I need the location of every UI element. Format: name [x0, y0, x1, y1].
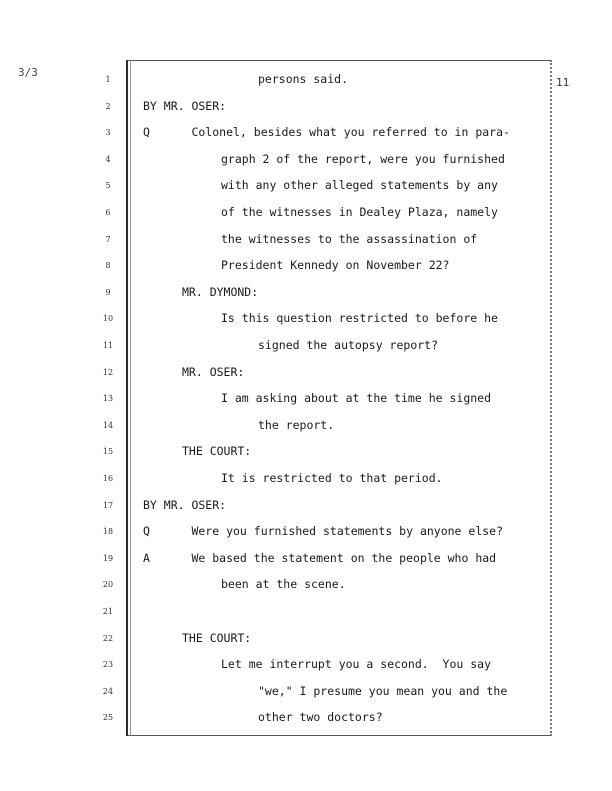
transcript-line: signed the autopsy report?: [258, 338, 439, 352]
transcript-line: persons said.: [258, 72, 349, 86]
line-number: 19: [102, 553, 114, 563]
line-number: 6: [105, 208, 111, 217]
line-number: 4: [105, 154, 111, 164]
line-number: 1: [105, 75, 111, 84]
line-number: 2: [105, 101, 111, 111]
line-number: 8: [105, 261, 111, 271]
line-number: 24: [102, 686, 114, 696]
transcript-line: been at the scene.: [221, 577, 346, 592]
transcript-line: other two doctors?: [258, 710, 383, 725]
line-number: 10: [102, 314, 114, 324]
line-number: 13: [102, 394, 114, 404]
right-margin-rule: [550, 60, 552, 736]
line-number: 15: [102, 447, 114, 457]
line-number: 14: [102, 420, 114, 430]
transcript-line: with any other alleged statements by any: [221, 178, 498, 193]
transcript-line: It is restricted to that period.: [221, 471, 443, 485]
page-number: 11: [556, 76, 570, 89]
transcript-line: graph 2 of the report, were you furnished: [221, 151, 505, 166]
transcript-line: Is this question restricted to before he: [221, 311, 498, 326]
transcript-line: BY MR. OSER:: [143, 98, 227, 113]
left-margin-rule: [130, 60, 131, 736]
transcript-line: THE COURT:: [182, 444, 252, 459]
line-number: 20: [102, 580, 114, 590]
transcript-line: the witnesses to the assassination of: [221, 231, 478, 246]
transcript-line: BY MR. OSER:: [143, 497, 227, 512]
transcript-line: MR. DYMOND:: [182, 284, 259, 299]
transcript-line: I am asking about at the time he signed: [221, 391, 492, 406]
line-number: 21: [102, 607, 114, 616]
transcript-line: Q Were you furnished statements by anyone else?: [143, 524, 504, 539]
transcript-line: the report.: [258, 417, 335, 432]
line-number: 5: [105, 181, 111, 191]
line-number: 18: [102, 527, 114, 537]
page-marker: 3/3: [18, 66, 38, 79]
line-number: 22: [102, 633, 114, 643]
transcript-line: A We based the statement on the people who had: [143, 550, 497, 565]
transcript-line: Q Colonel, besides what you referred to in para-: [143, 125, 510, 140]
transcript-line: of the witnesses in Dealey Plaza, namely: [221, 205, 498, 219]
transcript-line: President Kennedy on November 22?: [221, 258, 450, 273]
line-number: 17: [102, 500, 114, 510]
transcript-line: Let me interrupt you a second. You say: [221, 657, 492, 672]
line-number: 11: [102, 341, 114, 350]
transcript-line: THE COURT:: [182, 630, 252, 645]
line-number: 9: [105, 287, 111, 297]
transcript-line: "we," I presume you mean you and the: [258, 683, 508, 698]
line-number: 12: [102, 367, 114, 377]
line-number: 16: [102, 474, 114, 483]
transcript-line: MR. OSER:: [182, 364, 245, 379]
line-number: 3: [105, 128, 111, 138]
line-number: 7: [105, 234, 111, 244]
line-number: 23: [102, 660, 114, 670]
line-number: 25: [102, 713, 114, 723]
